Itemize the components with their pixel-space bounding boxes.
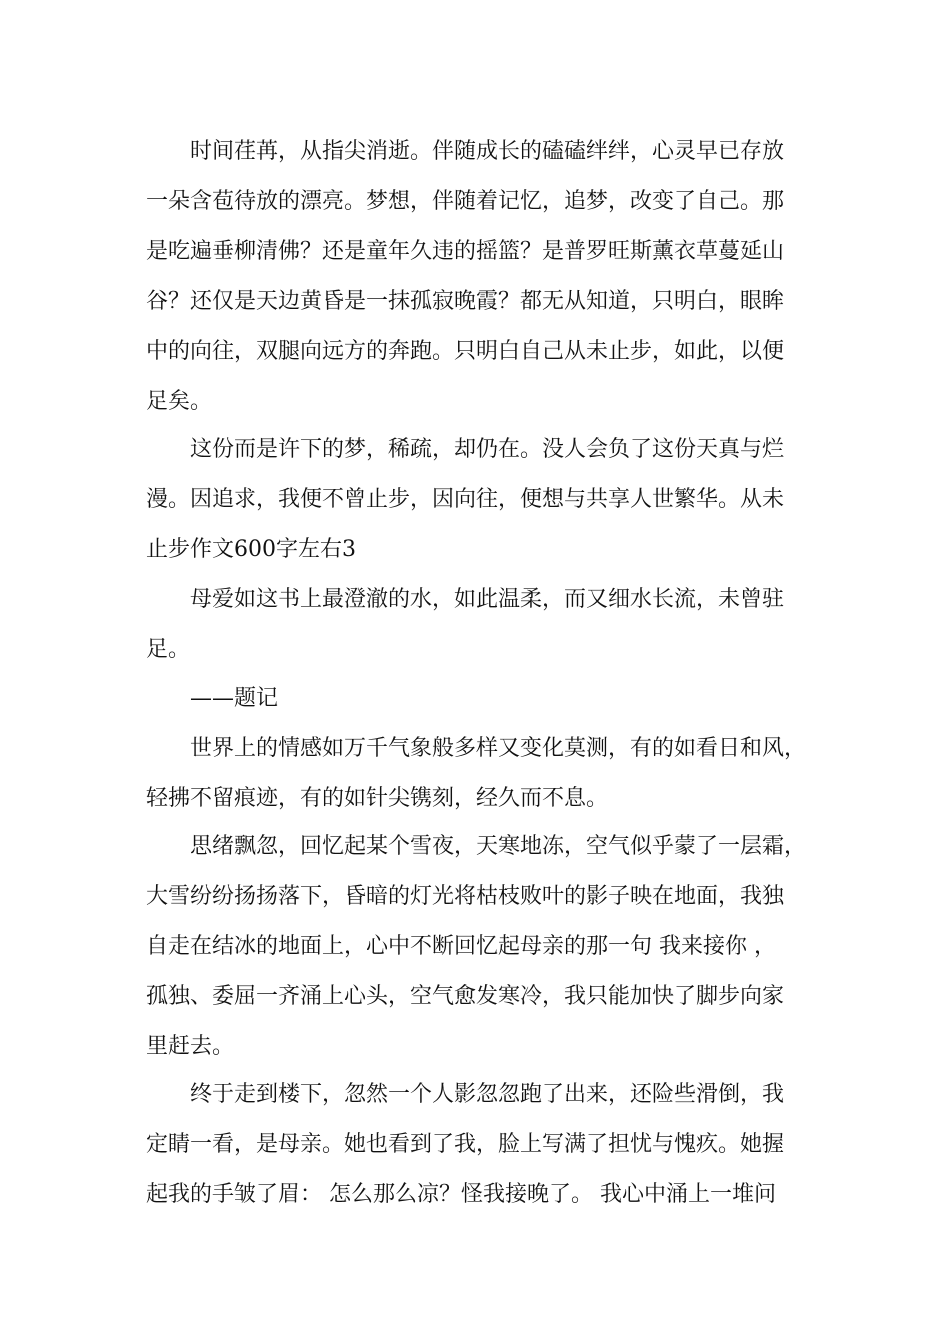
text-line: 是吃遍垂柳清佛？还是童年久违的摇篮？是普罗旺斯薰衣草蔓延山	[146, 239, 785, 264]
text-line: 里赶去。	[146, 1034, 235, 1059]
text-line: 终于走到楼下，忽然一个人影忽忽跑了出来，还险些滑倒，我	[190, 1082, 785, 1107]
text-line: 中的向往，双腿向远方的奔跑。只明白自己从未止步，如此，以便	[146, 339, 785, 364]
text-line: 一朵含苞待放的漂亮。梦想，伴随着记忆，追梦，改变了自己。那	[146, 189, 785, 214]
text-line: 定睛一看，是母亲。她也看到了我，脸上写满了担忧与愧疚。她握	[146, 1132, 785, 1157]
text-line: 起我的手皱了眉： 怎么那么凉？怪我接晚了。 我心中涌上一堆问	[146, 1182, 776, 1207]
text-line: 孤独、委屈一齐涌上心头，空气愈发寒冷，我只能加快了脚步向家	[146, 984, 785, 1009]
text-line: 谷？还仅是天边黄昏是一抹孤寂晚霞？都无从知道，只明白，眼眸	[146, 289, 785, 314]
text-line: ——题记	[190, 686, 279, 711]
text-line: 世界上的情感如万千气象般多样又变化莫测，有的如看日和风，	[190, 736, 807, 761]
text-line: 时间荏苒，从指尖消逝。伴随成长的磕磕绊绊，心灵早已存放	[190, 139, 785, 164]
text-line: 足。	[146, 637, 191, 662]
text-line: 大雪纷纷扬扬落下，昏暗的灯光将枯枝败叶的影子映在地面，我独	[146, 884, 785, 909]
text-line: 足矣。	[146, 389, 213, 414]
text-line: 止步作文600字左右3	[146, 537, 356, 562]
text-line: 思绪飘忽，回忆起某个雪夜，天寒地冻，空气似乎蒙了一层霜，	[190, 834, 807, 859]
text-line: 这份而是许下的梦，稀疏，却仍在。没人会负了这份天真与烂	[190, 437, 785, 462]
text-line: 自走在结冰的地面上，心中不断回忆起母亲的那一句 我来接你 ，	[146, 934, 776, 959]
text-line: 母爱如这书上最澄澈的水，如此温柔，而又细水长流，未曾驻	[190, 587, 785, 612]
text-line: 轻拂不留痕迹，有的如针尖镌刻，经久而不息。	[146, 786, 609, 811]
text-line: 漫。因追求，我便不曾止步，因向往，便想与共享人世繁华。从未	[146, 487, 785, 512]
